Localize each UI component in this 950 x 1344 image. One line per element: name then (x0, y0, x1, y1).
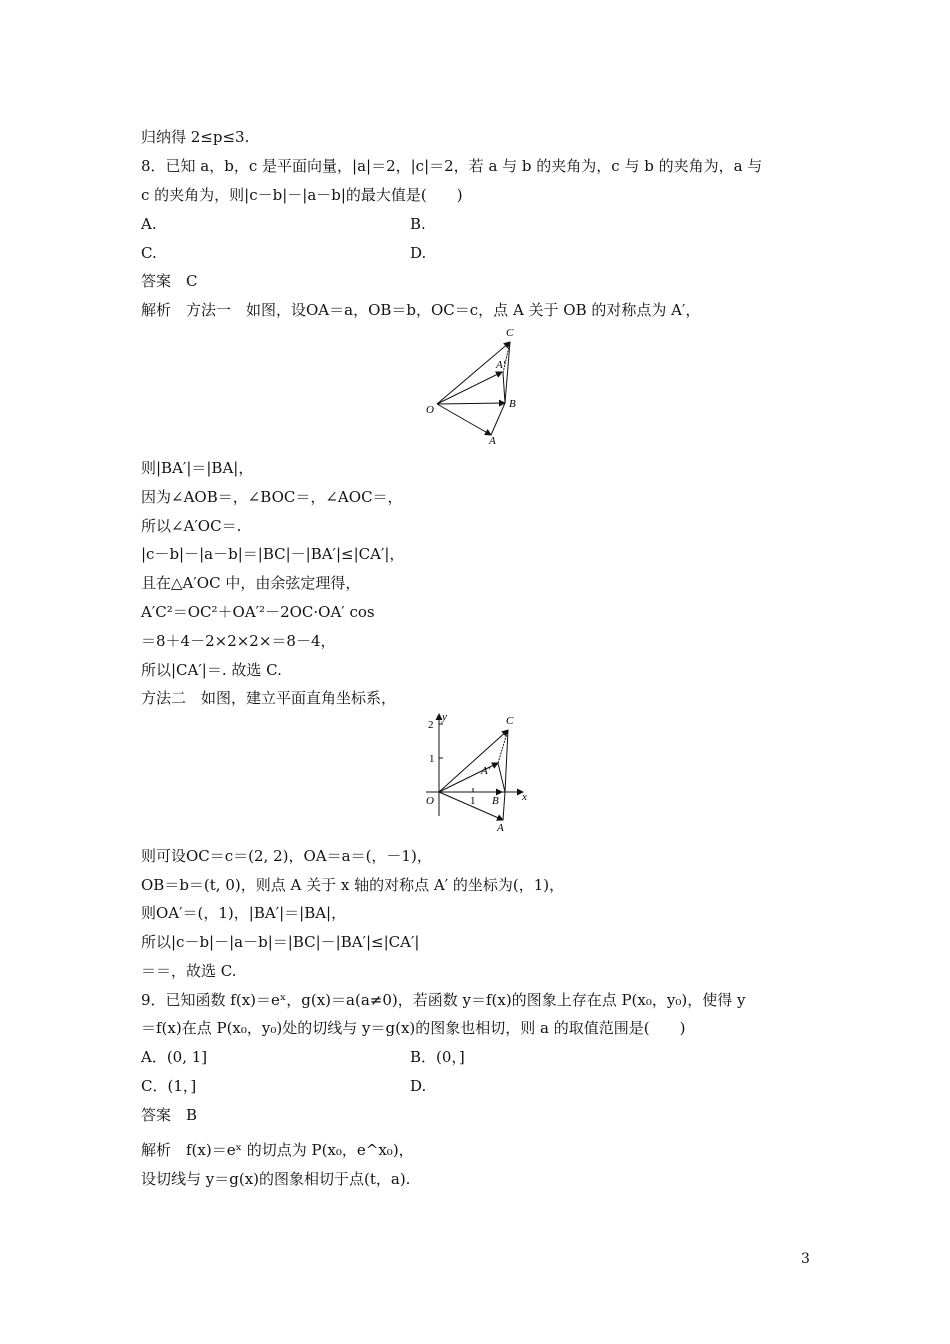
segment-ab (503, 792, 505, 820)
axis-label-y: y (442, 711, 447, 723)
text-line: 归纳得 2≤p≤3. (141, 128, 250, 146)
vector-oa (437, 404, 491, 435)
vector-figure-1 (420, 322, 540, 446)
option-c: C．(1，] (141, 1077, 197, 1095)
question-8-stem: 8．已知 a，b，c 是平面向量，|a|＝2，|c|＝2，若 a 与 b 的夹角为，c 与 b 的夹角为，a 与 (141, 157, 763, 175)
answer-9: 答案 B (141, 1106, 198, 1124)
label-a: A (497, 822, 504, 834)
tick-label-x1: 1 (470, 795, 476, 807)
solution-9: 解析 f(x)＝eˣ 的切点为 P(x₀，e^x₀)， (141, 1141, 414, 1159)
label-b: B (492, 795, 499, 807)
solution-8-method-2: 方法二 如图，建立平面直角坐标系， (141, 689, 397, 707)
answer-8: 答案 C (141, 272, 198, 290)
solution-line: A′C²＝OC²＋OA′²－2OC·OA′ cos (141, 603, 375, 621)
solution-line: OB＝b＝(t, 0)，则点 A 关于 x 轴的对称点 A′ 的坐标为(，1)， (141, 876, 565, 894)
label-a: A (489, 435, 496, 446)
solution-line: ＝8＋4－2×2×2×＝8－4， (141, 632, 336, 650)
solution-line: 所以|c－b|－|a－b|＝|BC|－|BA′|≤|CA′| (141, 933, 420, 951)
segment-ba-prime (503, 373, 505, 403)
tick-label-y2: 2 (428, 719, 434, 731)
vector-ob (437, 403, 505, 404)
solution-line: 且在△A′OC 中，由余弦定理得， (141, 574, 361, 592)
label-a-prime: A′ (481, 765, 491, 777)
solution-line: 则|BA′|＝|BA|， (141, 459, 254, 477)
option-b: B．(0，] (410, 1048, 465, 1066)
solution-line: 则OA′＝(，1)，|BA′|＝|BA|， (141, 904, 347, 922)
segment-ba-prime (498, 763, 505, 792)
option-b: B. (410, 215, 426, 233)
option-a: A．(0, 1] (141, 1048, 208, 1066)
tick-label-y1: 1 (429, 753, 435, 765)
option-d: D. (410, 1077, 427, 1095)
solution-line: 因为∠AOB＝，∠BOC＝，∠AOC＝， (141, 488, 403, 506)
solution-line: 所以|CA′|＝. 故选 C. (141, 661, 282, 679)
option-row (141, 1076, 427, 1096)
option-a: A. (141, 215, 157, 233)
solution-line: 所以∠A′OC＝. (141, 517, 242, 535)
option-row (141, 1047, 465, 1067)
option-c: C. (141, 244, 157, 262)
question-8-stem-cont: c 的夹角为，则|c－b|－|a－b|的最大值是( ) (141, 186, 463, 204)
segment-ab (491, 403, 505, 435)
coordinate-figure-2 (420, 708, 535, 836)
option-d: D. (410, 244, 427, 262)
solution-line: 则可设OC＝c＝(2, 2)，OA＝a＝(，－1)， (141, 847, 432, 865)
label-c: C (506, 327, 514, 339)
option-row (141, 243, 427, 263)
solution-8-method-1: 解析 方法一 如图，设OA＝a，OB＝b，OC＝c，点 A 关于 OB 的对称点为 A′， (141, 301, 701, 319)
option-row (141, 214, 426, 234)
question-9-stem-cont: ＝f(x)在点 P(x₀，y₀)处的切线与 y＝g(x)的图象也相切，则 a 的取值范围是( ) (141, 1019, 686, 1037)
label-o: O (426, 404, 434, 416)
label-o: O (426, 795, 434, 807)
page-number: 3 (801, 1251, 810, 1267)
label-b: B (509, 398, 516, 410)
label-a-prime: A′ (496, 359, 506, 371)
question-9-stem: 9．已知函数 f(x)＝eˣ，g(x)＝a(a≠0)，若函数 y＝f(x)的图象上存在点 P(x₀，y₀)，使得 y (141, 991, 746, 1009)
axis-label-x: x (522, 791, 527, 803)
solution-line: ＝＝，故选 C. (141, 962, 237, 980)
vector-oc (439, 730, 508, 792)
label-c: C (506, 715, 514, 727)
solution-line: |c－b|－|a－b|＝|BC|－|BA′|≤|CA′|， (141, 545, 405, 563)
solution-line: 设切线与 y＝g(x)的图象相切于点(t，a). (141, 1170, 411, 1188)
